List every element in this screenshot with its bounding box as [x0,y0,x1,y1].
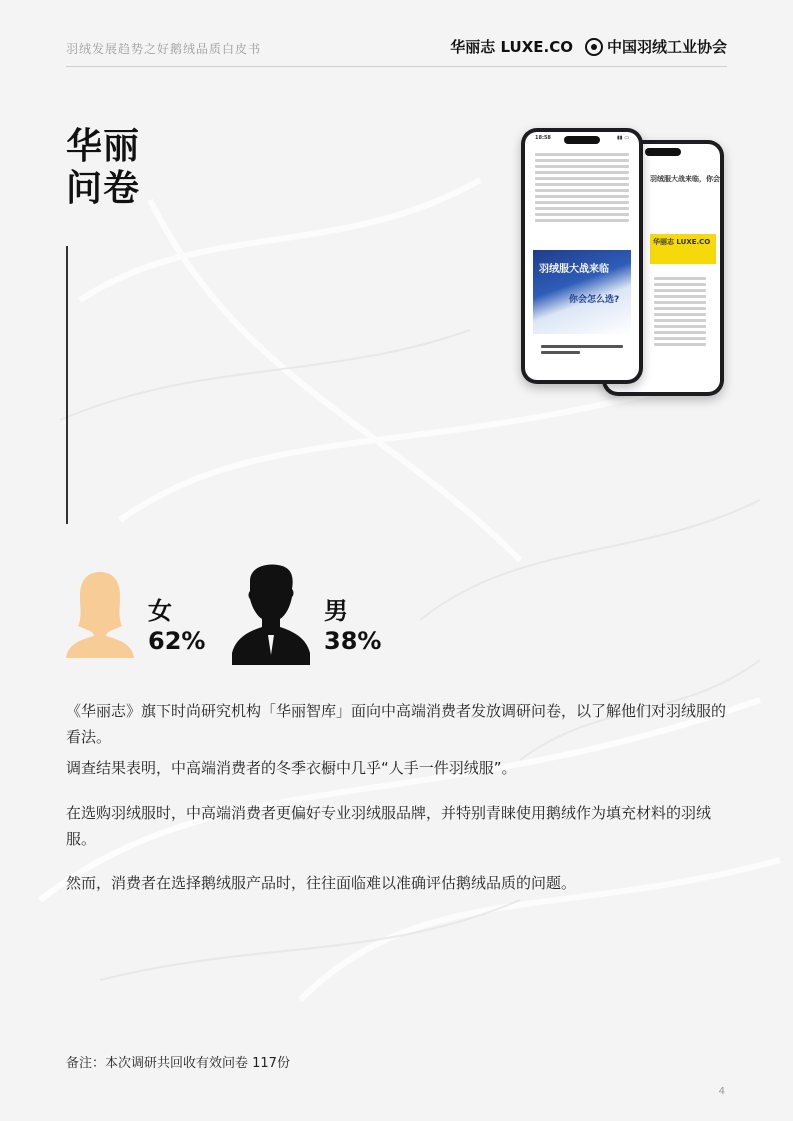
dynamic-island [645,148,681,156]
poster-subheadline: 你会怎么选? [569,295,620,305]
association-seal-icon [585,38,603,56]
brand-logo: 华丽志 LUXE.CO [450,38,573,56]
phone-screen-front [525,132,639,380]
paragraph-3: 在选购羽绒服时，中高端消费者更偏好专业羽绒服品牌，并特别青睐使用鹅绒作为填充材料的羽绒服。 [66,804,712,848]
male-stat [232,563,381,667]
phone-mockup-front [521,128,643,384]
section-title-line1: 华丽 [66,126,141,167]
male-label: 男 [324,597,348,625]
female-texts [148,596,205,656]
vertical-divider [66,246,68,524]
section-title-line2: 问卷 [66,168,141,209]
female-label: 女 [148,597,172,625]
female-silhouette-icon [66,568,134,660]
female-stat [66,568,205,660]
association-logo [585,36,727,57]
paragraph-4: 然而，消费者在选择鹅绒服产品时，往往面临难以准确评估鹅绒品质的问题。 [66,874,577,892]
document-title: 羽绒发展趋势之好鹅绒品质白皮书 [66,42,262,56]
male-percentage: 38% [324,627,382,655]
poster-headline: 羽绒服大战来临 [539,264,609,275]
header-divider [66,66,727,67]
male-texts [324,596,381,656]
dynamic-island [564,136,600,144]
footnote: 备注：本次调研共回收有效问卷 117份 [66,1056,290,1071]
phone-text-lines [646,274,714,349]
female-percentage: 62% [148,627,206,655]
phone-signal-icon: ▮▮ ▭ [617,135,629,141]
phone-caption-lines [533,342,631,357]
section-title [66,126,140,210]
paragraph-2: 调查结果表明，中高端消费者的冬季衣橱中几乎“人手一件羽绒服”。 [66,759,517,777]
phone-time: 18:58 [535,135,551,141]
header-logos [450,36,727,57]
phone-text-lines [527,150,637,225]
phone-yellow-card: 华丽志 LUXE.CO [650,234,716,264]
page-number: 4 [718,1086,725,1097]
male-silhouette-icon [232,563,310,667]
association-name: 中国羽绒工业协会 [606,38,727,56]
phone-article-title: 羽绒服大战来临，你会 [650,175,720,183]
paragraph-1: 《华丽志》旗下时尚研究机构「华丽智库」面向中高端消费者发放调研问卷，以了解他们对羽绒服的看法。 [66,702,727,746]
